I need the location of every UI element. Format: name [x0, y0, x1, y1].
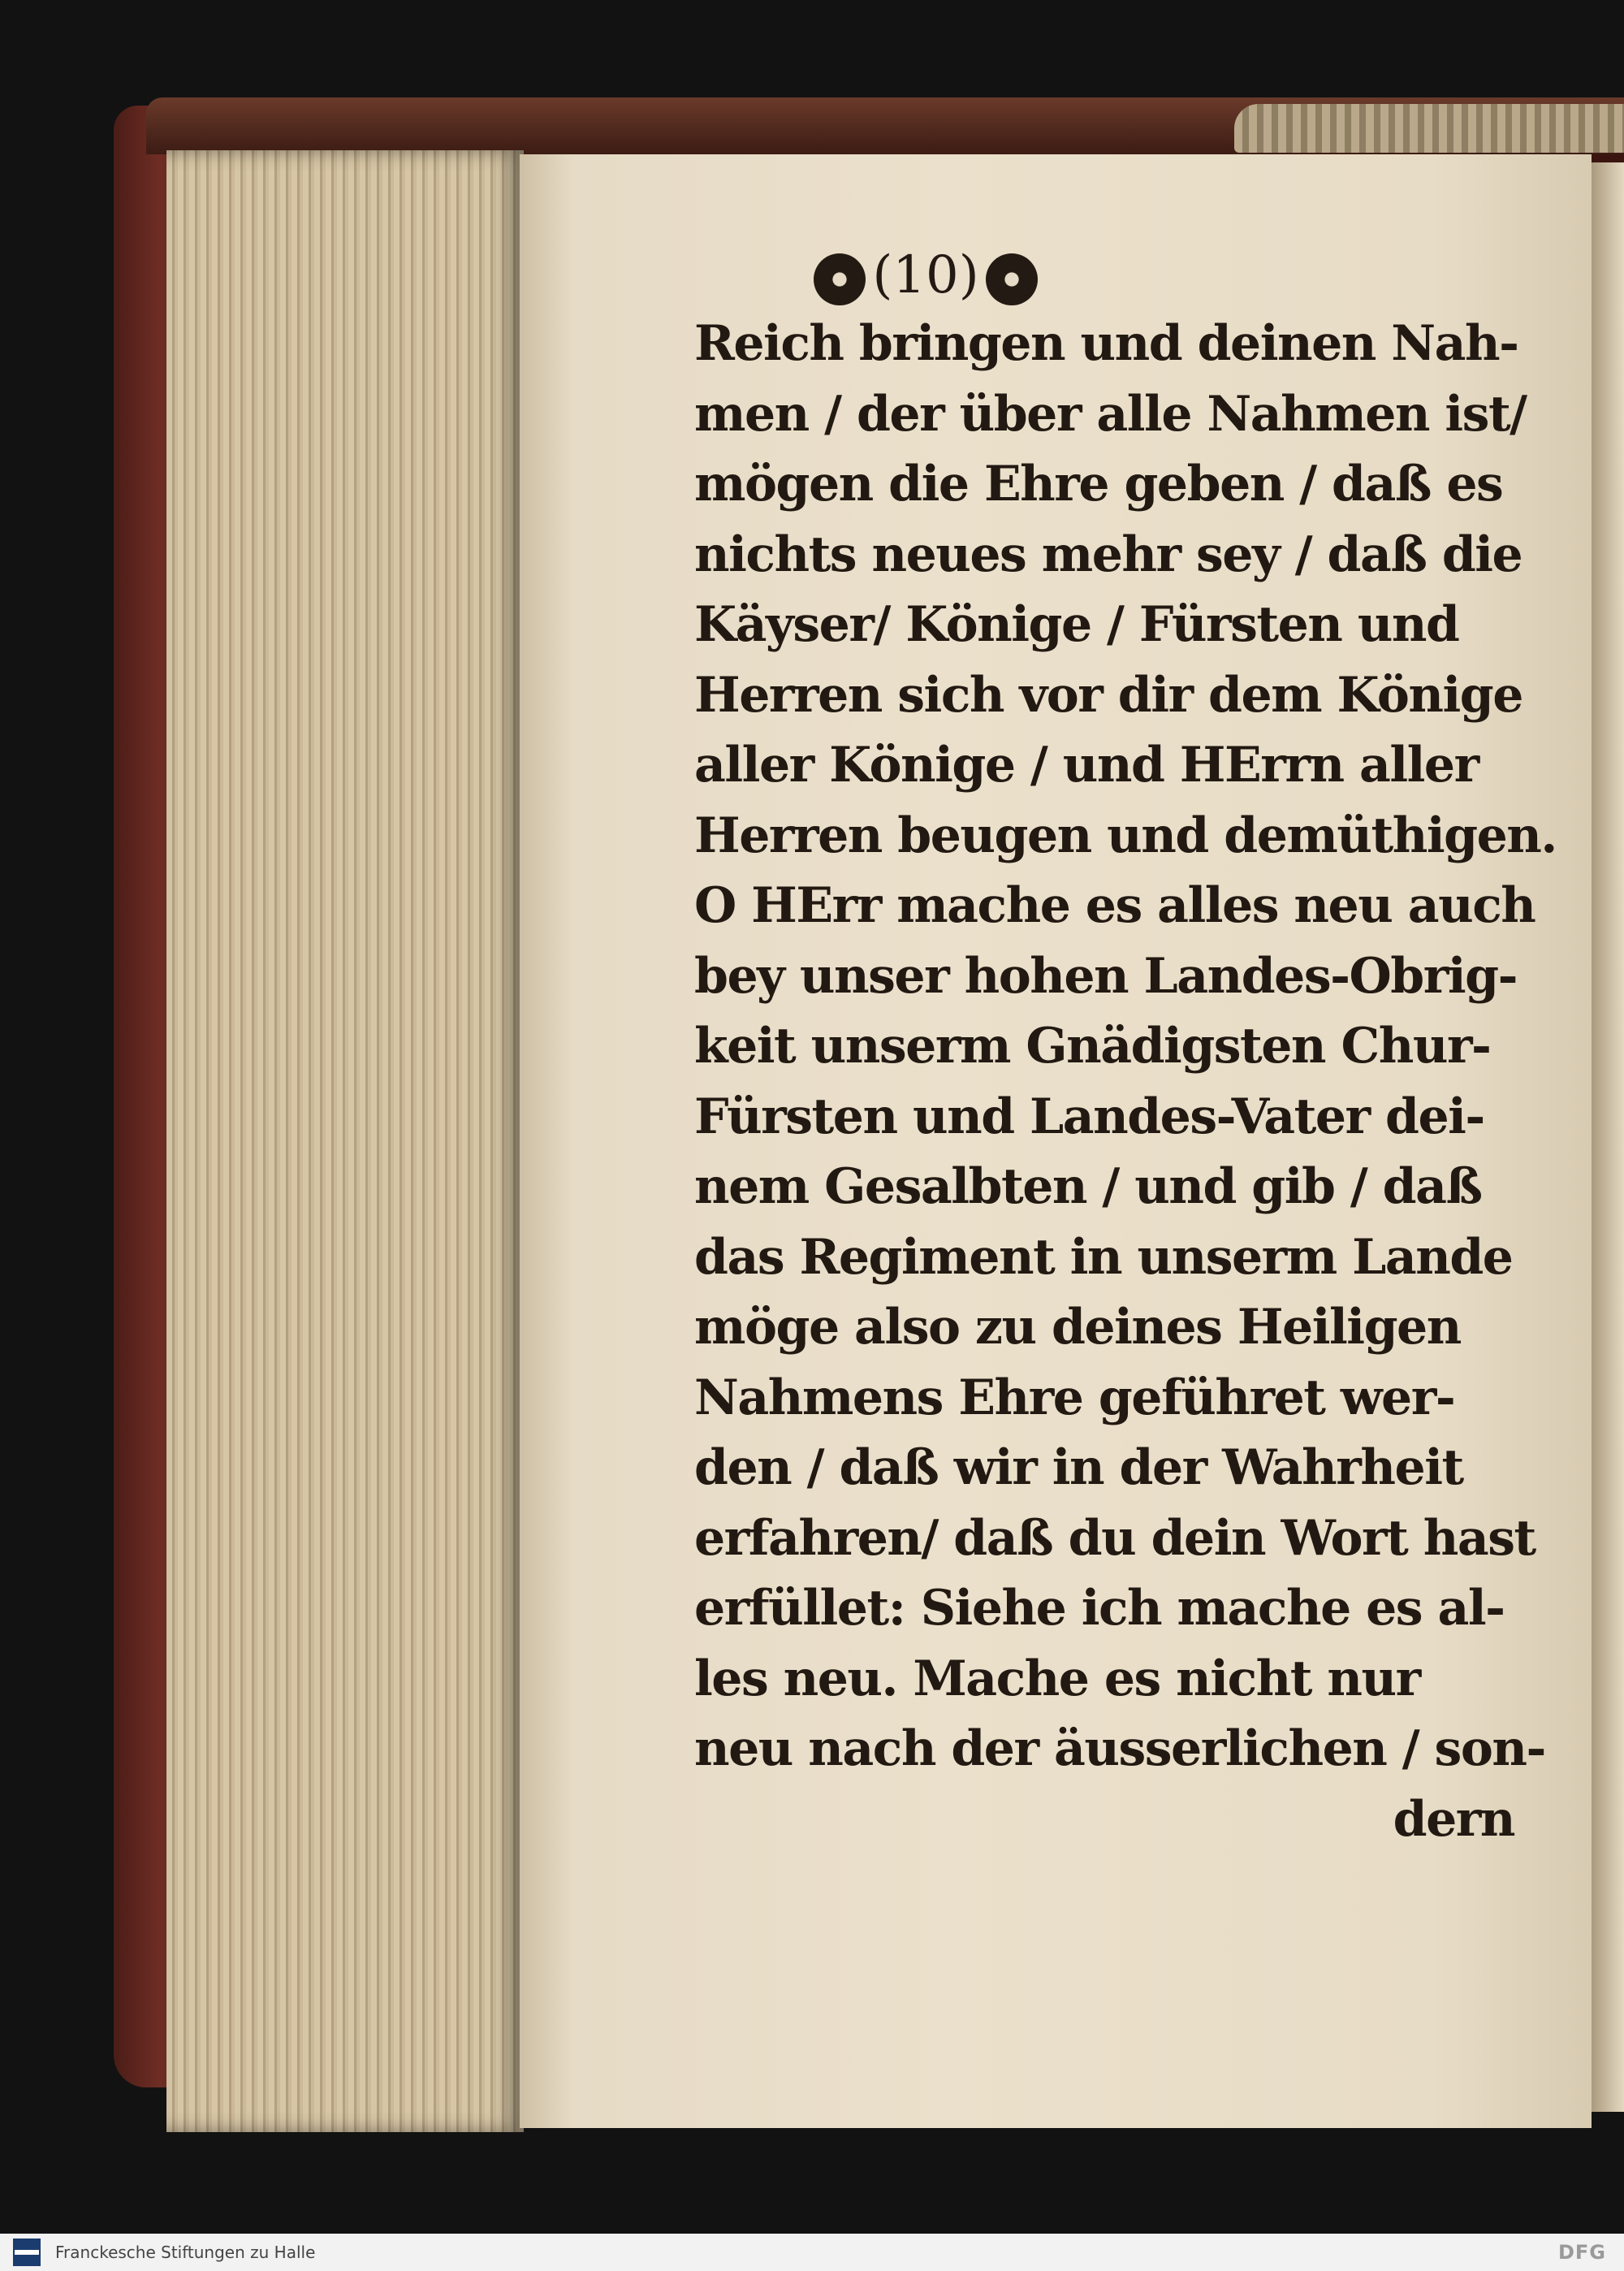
text-line: erfüllet: Siehe ich mache es al-: [694, 1580, 1505, 1637]
text-line: Nahmens Ehre geführet wer-: [694, 1369, 1455, 1426]
text-line: neu nach der äusserlichen / son-: [694, 1720, 1545, 1777]
page-number: [520, 245, 1332, 305]
text-line: möge also zu deines Heiligen: [694, 1299, 1461, 1356]
text-line: erfahren/ daß du dein Wort hast: [694, 1509, 1535, 1567]
text-line: nem Gesalbten / und gib / daß: [694, 1158, 1482, 1215]
text-line: nichts neues mehr sey / daß die: [694, 526, 1522, 583]
institution-name: Franckesche Stiftungen zu Halle: [55, 2243, 316, 2262]
page-number-text: (10): [872, 245, 979, 305]
text-line: bey unser hohen Landes-Obrig-: [694, 947, 1518, 1005]
headband: [1234, 104, 1624, 153]
text-line: keit unserm Gnädigsten Chur-: [694, 1018, 1491, 1075]
dfg-logo: DFG: [1557, 2241, 1606, 2264]
text-line: Herren sich vor dir dem Könige: [694, 666, 1522, 724]
text-line: das Regiment in unserm Lande: [694, 1228, 1513, 1286]
text-line: Käyser/ Könige / Fürsten und: [694, 596, 1459, 653]
viewer-footer: [0, 2234, 1624, 2271]
page-text: [694, 309, 1557, 1854]
next-page-edge: [1592, 162, 1624, 2112]
page-stack: [166, 150, 524, 2132]
text-line: mögen die Ehre geben / daß es: [694, 456, 1503, 513]
ornament-left-icon: [814, 253, 866, 305]
text-line: O HErr mache es alles neu auch: [694, 877, 1535, 934]
text-line: Herren beugen und demüthigen.: [694, 807, 1557, 864]
text-line: Reich bringen und deinen Nah-: [694, 315, 1518, 372]
text-line: den / daß wir in der Wahrheit: [694, 1439, 1463, 1496]
institution-logo-icon: [13, 2239, 41, 2266]
catchword: dern: [1393, 1790, 1514, 1848]
text-line: men / der über alle Nahmen ist/: [694, 385, 1527, 443]
text-line: les neu. Mache es nicht nur: [694, 1650, 1420, 1707]
book-page: [520, 154, 1592, 2128]
text-line: aller Könige / und HErrn aller: [694, 737, 1479, 794]
ornament-right-icon: [986, 253, 1038, 305]
text-line: Fürsten und Landes-Vater dei-: [694, 1088, 1484, 1145]
